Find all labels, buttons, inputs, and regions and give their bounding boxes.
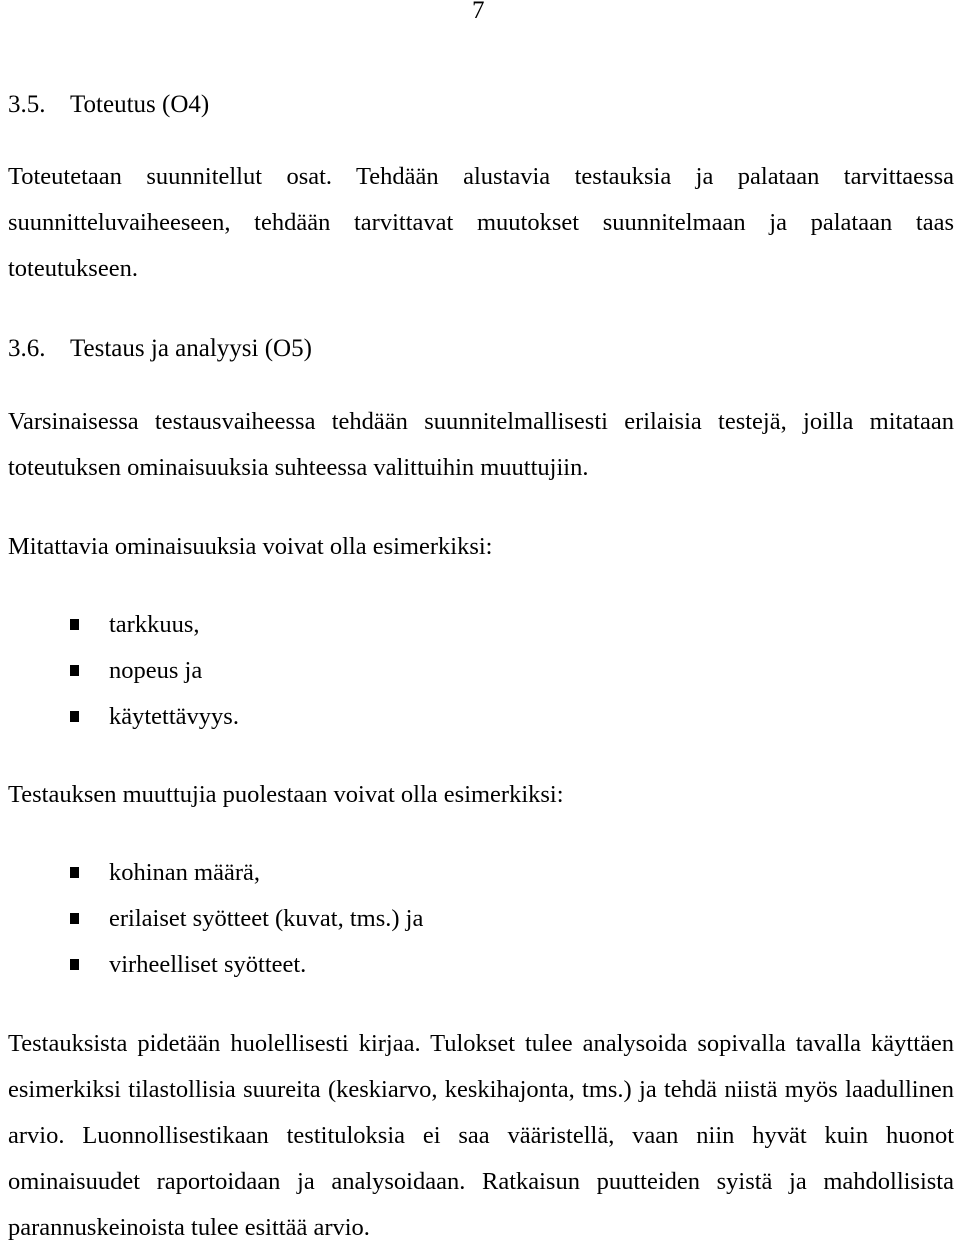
measurable-list: [0, 610, 900, 748]
list-item-text: tarkkuus,: [109, 611, 200, 638]
square-bullet-icon: [70, 867, 79, 878]
section-paragraph-3-5: Toteutetaan suunnitellut osat. Tehdään alustavia testauksia ja palataan tarvittaessa suunnitteluvaiheeseen, tehdään tarvittavat muutokset suunnitelmaan ja palataan taas toteutukseen.: [8, 163, 954, 282]
list-item-text: käytettävyys.: [109, 703, 239, 730]
list-item: [0, 904, 900, 950]
variables-intro: Testauksen muuttujia puolestaan voivat olla esimerkiksi:: [8, 781, 564, 808]
section-title: Toteutus (O4): [70, 91, 210, 118]
list-item: [0, 702, 900, 748]
list-item: [0, 610, 900, 656]
measurable-intro: Mitattavia ominaisuuksia voivat olla esimerkiksi:: [8, 533, 493, 560]
section-paragraph-3-6: Varsinaisessa testausvaiheessa tehdään suunnitelmallisesti erilaisia testejä, joilla mitataan toteutuksen ominaisuuksia suhteessa valittuihin muuttujiin.: [8, 408, 954, 481]
square-bullet-icon: [70, 711, 79, 722]
section-heading-3-5: [8, 90, 209, 120]
section-number: 3.5.: [8, 91, 46, 118]
variables-list: [0, 858, 900, 996]
section-title: Testaus ja analyysi (O5): [70, 335, 312, 362]
section-number: 3.6.: [8, 335, 46, 362]
square-bullet-icon: [70, 913, 79, 924]
list-item: [0, 950, 900, 996]
square-bullet-icon: [70, 619, 79, 630]
square-bullet-icon: [70, 665, 79, 676]
page-number: 7: [472, 0, 485, 24]
list-item: [0, 656, 900, 702]
list-item-text: kohinan määrä,: [109, 859, 261, 886]
list-item: [0, 858, 900, 904]
closing-paragraph: Testauksista pidetään huolellisesti kirjaa. Tulokset tulee analysoida sopivalla tavalla käyttäen esimerkiksi tilastollisia suureita (keskiarvo, keskihajonta, tms.) ja tehdä niistä myös laadullinen arvio. Luonnollisestikaan testituloksia ei saa vääristellä, vaan niin hyvät kuin huonot ominaisuudet raportoidaan ja analysoidaan. Ratkaisun puutteiden syistä ja mahdollisista parannuskeinoista tulee esittää arvio.: [8, 1030, 954, 1241]
list-item-text: erilaiset syötteet (kuvat, tms.) ja: [109, 905, 424, 932]
list-item-text: virheelliset syötteet.: [109, 951, 307, 978]
list-item-text: nopeus ja: [109, 657, 203, 684]
section-heading-3-6: [8, 334, 312, 364]
square-bullet-icon: [70, 959, 79, 970]
